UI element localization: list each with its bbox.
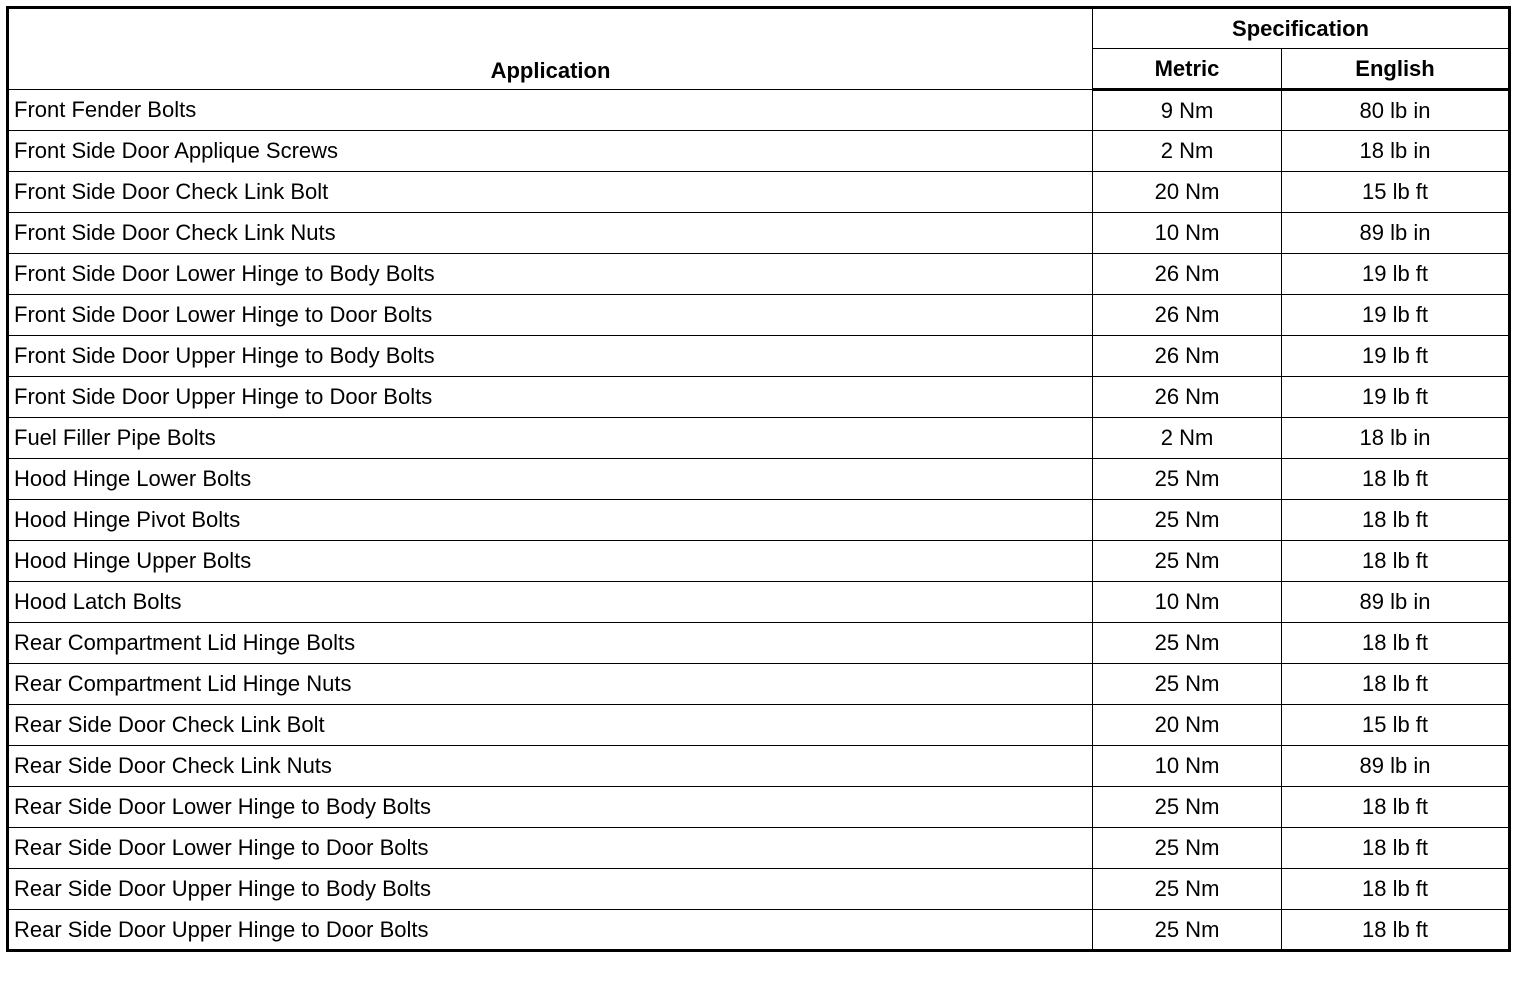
application-column-header: Application: [8, 8, 1093, 90]
metric-cell: 26 Nm: [1093, 377, 1282, 418]
english-cell: 89 lb in: [1282, 582, 1510, 623]
metric-cell: 20 Nm: [1093, 172, 1282, 213]
english-cell: 18 lb ft: [1282, 787, 1510, 828]
english-cell: 15 lb ft: [1282, 172, 1510, 213]
application-cell: Rear Side Door Check Link Nuts: [8, 746, 1093, 787]
application-cell: Rear Side Door Upper Hinge to Door Bolts: [8, 910, 1093, 951]
table-row: [8, 869, 1510, 910]
table-row: [8, 705, 1510, 746]
fastener-torque-table: [6, 6, 1511, 952]
application-cell: Hood Hinge Upper Bolts: [8, 541, 1093, 582]
table-row: [8, 418, 1510, 459]
metric-cell: 20 Nm: [1093, 705, 1282, 746]
english-cell: 19 lb ft: [1282, 377, 1510, 418]
table-row: [8, 459, 1510, 500]
table-row: [8, 746, 1510, 787]
english-cell: 18 lb ft: [1282, 910, 1510, 951]
application-cell: Hood Latch Bolts: [8, 582, 1093, 623]
application-cell: Hood Hinge Lower Bolts: [8, 459, 1093, 500]
english-cell: 18 lb in: [1282, 418, 1510, 459]
english-cell: 18 lb ft: [1282, 664, 1510, 705]
english-cell: 18 lb ft: [1282, 500, 1510, 541]
table-row: [8, 787, 1510, 828]
metric-cell: 25 Nm: [1093, 664, 1282, 705]
english-cell: 18 lb ft: [1282, 828, 1510, 869]
application-cell: Front Side Door Check Link Bolt: [8, 172, 1093, 213]
table-row: [8, 336, 1510, 377]
table-row: [8, 623, 1510, 664]
english-cell: 19 lb ft: [1282, 254, 1510, 295]
table-row: [8, 131, 1510, 172]
application-cell: Rear Side Door Lower Hinge to Door Bolts: [8, 828, 1093, 869]
table-row: [8, 664, 1510, 705]
application-cell: Rear Side Door Upper Hinge to Body Bolts: [8, 869, 1093, 910]
table-header: [8, 8, 1510, 90]
specification-column-header: Specification: [1093, 8, 1510, 49]
english-cell: 15 lb ft: [1282, 705, 1510, 746]
table-row: [8, 90, 1510, 131]
table-row: [8, 254, 1510, 295]
table-row: [8, 828, 1510, 869]
application-cell: Front Side Door Upper Hinge to Body Bolts: [8, 336, 1093, 377]
application-cell: Rear Side Door Check Link Bolt: [8, 705, 1093, 746]
metric-cell: 10 Nm: [1093, 746, 1282, 787]
metric-cell: 25 Nm: [1093, 910, 1282, 951]
english-cell: 18 lb ft: [1282, 541, 1510, 582]
table-row: [8, 910, 1510, 951]
metric-cell: 25 Nm: [1093, 828, 1282, 869]
english-cell: 80 lb in: [1282, 90, 1510, 131]
english-cell: 18 lb ft: [1282, 869, 1510, 910]
header-row-top: [8, 8, 1510, 49]
table-row: [8, 541, 1510, 582]
table-row: [8, 377, 1510, 418]
table-row: [8, 172, 1510, 213]
metric-cell: 25 Nm: [1093, 459, 1282, 500]
metric-cell: 26 Nm: [1093, 295, 1282, 336]
metric-cell: 25 Nm: [1093, 869, 1282, 910]
application-cell: Front Side Door Upper Hinge to Door Bolts: [8, 377, 1093, 418]
english-cell: 89 lb in: [1282, 213, 1510, 254]
metric-cell: 2 Nm: [1093, 418, 1282, 459]
table-row: [8, 500, 1510, 541]
metric-cell: 10 Nm: [1093, 582, 1282, 623]
application-cell: Front Side Door Lower Hinge to Body Bolts: [8, 254, 1093, 295]
application-cell: Rear Side Door Lower Hinge to Body Bolts: [8, 787, 1093, 828]
application-cell: Front Side Door Lower Hinge to Door Bolts: [8, 295, 1093, 336]
metric-cell: 25 Nm: [1093, 787, 1282, 828]
table-row: [8, 213, 1510, 254]
metric-cell: 26 Nm: [1093, 336, 1282, 377]
application-cell: Front Side Door Check Link Nuts: [8, 213, 1093, 254]
application-cell: Front Fender Bolts: [8, 90, 1093, 131]
metric-cell: 25 Nm: [1093, 500, 1282, 541]
metric-cell: 25 Nm: [1093, 623, 1282, 664]
english-cell: 19 lb ft: [1282, 295, 1510, 336]
application-cell: Rear Compartment Lid Hinge Bolts: [8, 623, 1093, 664]
table-row: [8, 295, 1510, 336]
english-cell: 18 lb ft: [1282, 623, 1510, 664]
application-cell: Fuel Filler Pipe Bolts: [8, 418, 1093, 459]
table-row: [8, 582, 1510, 623]
english-cell: 89 lb in: [1282, 746, 1510, 787]
application-cell: Rear Compartment Lid Hinge Nuts: [8, 664, 1093, 705]
metric-cell: 26 Nm: [1093, 254, 1282, 295]
application-cell: Hood Hinge Pivot Bolts: [8, 500, 1093, 541]
english-cell: 18 lb ft: [1282, 459, 1510, 500]
metric-cell: 25 Nm: [1093, 541, 1282, 582]
english-cell: 19 lb ft: [1282, 336, 1510, 377]
metric-cell: 9 Nm: [1093, 90, 1282, 131]
metric-column-header: Metric: [1093, 49, 1282, 90]
application-cell: Front Side Door Applique Screws: [8, 131, 1093, 172]
table-body: [8, 90, 1510, 951]
english-column-header: English: [1282, 49, 1510, 90]
metric-cell: 2 Nm: [1093, 131, 1282, 172]
english-cell: 18 lb in: [1282, 131, 1510, 172]
metric-cell: 10 Nm: [1093, 213, 1282, 254]
